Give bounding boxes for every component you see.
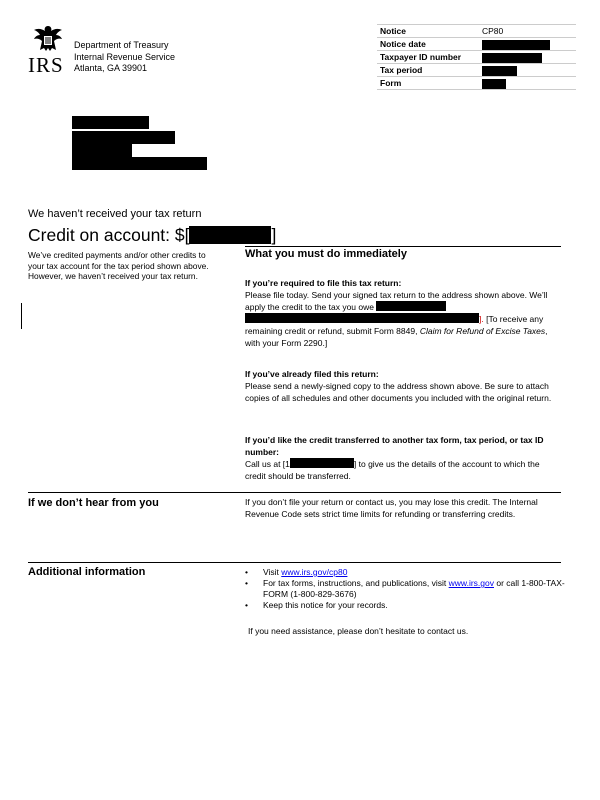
tax-period-label: Tax period xyxy=(377,64,479,77)
list-item xyxy=(245,600,565,611)
bracket-text: ]. xyxy=(479,314,484,324)
text-cursor xyxy=(21,303,22,329)
taxpayer-id-value xyxy=(479,51,576,64)
section-already-filed xyxy=(245,368,561,404)
redacted-credit-amount xyxy=(189,226,271,244)
redaction-bar xyxy=(376,301,446,311)
form-label: Form xyxy=(377,77,479,90)
irs-cp80-link[interactable]: www.irs.gov/cp80 xyxy=(281,567,348,577)
body-text: ] to give us the details of the account to which the credit should be transferred. xyxy=(245,459,540,481)
section-title-no-hear: If we don’t hear from you xyxy=(28,497,159,509)
list-item xyxy=(245,567,565,578)
intro-text: We’ve credited payments and/or other credits to your tax account for the tax period shown above. However, we haven’t received your tax return. xyxy=(28,250,209,281)
eagle-emblem-icon xyxy=(32,24,64,52)
closing-text: If you need assistance, please don’t hesitate to contact us. xyxy=(248,626,469,636)
redacted-address-line xyxy=(72,144,132,157)
list-item xyxy=(245,578,565,600)
no-hear-text: If you don’t file your return or contact us, you may lose this credit. The Internal Revenue Code sets strict time limits for refunding or transferring credits. xyxy=(245,497,538,519)
section-heading: If you’ve already filed this return: xyxy=(245,369,379,379)
table-row xyxy=(377,64,576,77)
notice-label: Notice xyxy=(377,25,479,38)
notice-info-table xyxy=(377,24,576,90)
credit-heading xyxy=(28,225,276,246)
redaction-bar xyxy=(482,66,517,76)
redaction-bar xyxy=(482,79,506,89)
redaction-bar xyxy=(482,40,550,50)
notice-value: CP80 xyxy=(479,25,576,38)
irs-logo xyxy=(28,24,68,76)
section-file-return xyxy=(245,277,561,349)
section-body xyxy=(245,289,561,349)
body-text: Visit xyxy=(263,567,282,577)
section-title-must-do: What you must do immediately xyxy=(245,248,407,260)
irs-logo-text: IRS xyxy=(28,53,64,77)
body-text: or call 1-800-TAX-FORM (1-800-829-3676) xyxy=(263,578,565,599)
section-heading: If you’d like the credit transferred to another tax form, tax period, or tax ID number: xyxy=(245,435,544,457)
table-row xyxy=(377,25,576,38)
agency-line: Internal Revenue Service xyxy=(74,51,176,62)
divider xyxy=(245,246,561,247)
tax-period-value xyxy=(479,64,576,77)
divider xyxy=(28,562,561,563)
redacted-address-line xyxy=(72,131,175,144)
agency-line: Atlanta, GA 39901 xyxy=(74,63,148,73)
table-row xyxy=(377,77,576,90)
body-text: Call us at [1 xyxy=(245,459,290,469)
section-title-additional: Additional information xyxy=(28,566,146,578)
form-value xyxy=(479,77,576,90)
additional-info-list xyxy=(245,567,565,611)
redacted-address-line xyxy=(72,116,149,129)
section-body: Please send a newly-signed copy to the address shown above. Be sure to attach copies of all schedules and other documents you included with the original return. xyxy=(245,381,552,403)
section-body xyxy=(245,458,561,482)
notice-subheading: We haven’t received your tax return xyxy=(28,208,202,220)
divider xyxy=(28,492,561,493)
form-title-italic: Claim for Refund of Excise Taxes xyxy=(419,326,546,336)
redacted-address-line xyxy=(72,157,207,170)
notice-date-value xyxy=(479,38,576,51)
section-transfer-credit xyxy=(245,434,561,482)
body-text: For tax forms, instructions, and publications, visit xyxy=(263,578,449,588)
redacted-phone-number xyxy=(290,458,354,468)
body-text: Keep this notice for your records. xyxy=(263,600,388,610)
credit-heading-prefix: Credit on account: $[ xyxy=(28,225,190,245)
body-text: Please file today. Send your signed tax return to the address shown above. We’ll apply the credit to the tax you owe xyxy=(245,290,548,312)
table-row xyxy=(377,38,576,51)
credit-heading-suffix: ] xyxy=(271,225,277,245)
agency-line: Department of Treasury xyxy=(74,40,169,50)
table-row xyxy=(377,51,576,64)
body-text: [To receive any remaining credit or refund, submit Form 8849, xyxy=(245,314,544,336)
agency-address xyxy=(74,40,175,75)
body-text: , with your Form 2290.] xyxy=(245,326,548,348)
notice-date-label: Notice date xyxy=(377,38,479,51)
taxpayer-id-label: Taxpayer ID number xyxy=(377,51,479,64)
irs-gov-link[interactable]: www.irs.gov xyxy=(448,578,494,588)
redaction-bar xyxy=(245,313,479,323)
section-heading: If you’re required to file this tax return: xyxy=(245,278,402,288)
redaction-bar xyxy=(482,53,542,63)
